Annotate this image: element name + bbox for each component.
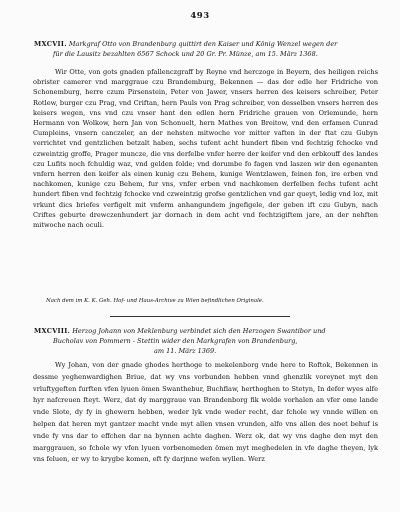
doc1-footnote: Nach dem im K. K. Geh. Hof- und Haus-Archive zu Wien befindlichen Originale. <box>46 298 264 304</box>
doc1-heading <box>34 39 378 59</box>
doc2-body <box>33 360 378 466</box>
doc2-heading-line1 <box>34 326 378 336</box>
doc2-heading-line3: am 11. März 1369. <box>154 347 217 355</box>
section-divider <box>110 316 290 317</box>
doc2-paragraph: Wy Johan, von der gnade ghodes herthoge to mekelenborg vnde here to Roftok, Bekennen in dessme yeghenwardighen Briue, dat wy vns vorbunden hebben vnnd ghenzlik voreynet myt den vrluftygeften furften vfen lyuen ömen Swanthebur, Buchflaw, herthoghen to Stetyn, In defer wyes alfe hyr nafcreuen fteyt. Werz, dat dy marggraue van Brandenborg fik wolde vorhalen an vfer ome lande vnde Slote, dy fy in ghewern hebben, weder lyk vnde weder recht, dar fchole wy vnnde willen en helpen dat heren myt gantzer macht vnde myt allen vnsen vrunden, alfo vns allen des noet behuf is vnde fy vns dar to effchen dar na bynnen achte daghen. Werz ok, dat wy vns daghe den myt den marggrauen, so fchole wy vfen lyuen vorbenomeden ömen myt meghedelen in vfe daghe theyen, lyk vns feluen, er wy to krygbe komen, eft fy darjnne wefen wyllen. Werz <box>33 361 378 464</box>
doc1-heading-line2: für die Lausitz bezahlten 6567 Schock und 20 Gr. Pr. Münze, am 15. März 1368. <box>53 50 318 58</box>
doc1-body <box>33 67 378 230</box>
page-number: 493 <box>190 11 210 21</box>
doc2-number: MXCVIII. <box>34 327 71 335</box>
doc1-paragraph: Wir Otte, von gots gnaden pfallenczgraff by Reyne vnd herczoge in Beyern, des heiligen reichs obrister camerer vnd marggraue czu Brandemburg, Bekennen — das der edle her Fridriche von Schonemburg, herre czum Pirsenstein, Peter von Jawer, vnsers herren des keisers schreiber, Peter Rotlew, burger czu Prag, vnd Criftan, hern Pauls von Prag schreiber, von desselben vnsers herren des keisers wegen, vns vnd czu vnser hant den edlen hern Fridriche grauen von Orlemunde, hern Hermann von Wolkow, hern Jan von Schonuelt, hern Mathes von Breitow, vnd den erfamen Cunrad Cumpleins, vnsern canczeler, an der nehsten mitwoche vor mitter vaften in der ftat czu Gubyn verrichtet vnd gentzlichen betzalt haben, sechs tufent acht hundert fiben vnd fechtzig fchocke vnd czweintzig groffe, Prager muncze, die vns derfelbe vnfer herre der keifer vnd den erbkouff des landes czu Lufits noch fchuldig waz, vnd gelden folde; vnd dorumbe fo fagen vnd laszen wir den egenanten vnfern herren den keifer als einen kunig czu Behem, kunige Wentzlawen, feinen fon, ire erben vnd nachkomen, kunige czu Behem, fur vns, vnfer erben vnd nachkomen derfelben fechs tufent acht hundert fiben vnd fechtzig fchocke vnd czweintzig grofse gentzlichen vnd gar queyt, ledig vnd loz, mit vrkunt dics briefes verfigelt mit vnferm anhangundem jngefigele, der geben ift czu Gubyn, nach Criftes geburte drewczenhundert jar dornach in dem acht vnd fechtzigiftem jare, an der nehften mitwoche nach oculi. <box>33 68 378 230</box>
doc1-number: MXCVII. <box>34 40 67 48</box>
doc2-heading <box>34 326 378 356</box>
doc2-heading-text: Herzog Johann von Meklenburg verbindet sich den Herzogen Swantibor und <box>72 327 326 335</box>
doc2-heading-line2: Bucholav von Pommern - Stettin wider den Markgrafen von Brandenburg, <box>53 337 298 345</box>
doc1-heading-text: Markgraf Otto von Brandenburg quittirt den Kaiser und König Wenzel wegen der <box>68 40 338 48</box>
doc1-heading-line1 <box>34 39 378 49</box>
